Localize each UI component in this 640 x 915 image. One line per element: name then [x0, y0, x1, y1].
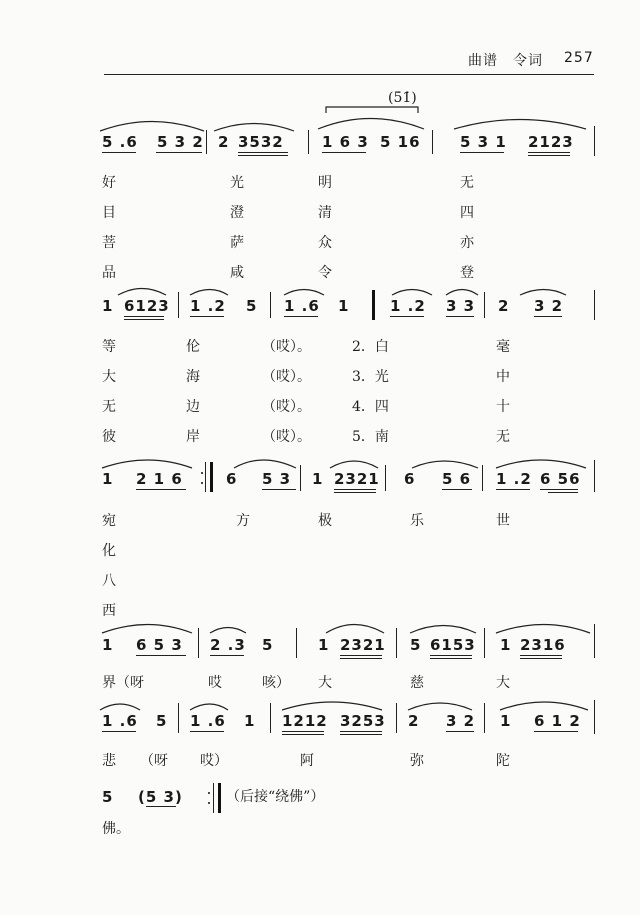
lyric: 菩 — [102, 235, 116, 251]
lyric: （哎）。 — [262, 429, 311, 445]
note-group: 6 1 2 — [534, 712, 581, 730]
lyric: 四 — [460, 205, 474, 221]
note-group: 5 — [156, 712, 168, 730]
note-group: 3532 — [238, 133, 284, 151]
note-group: 6 — [404, 470, 416, 488]
lyric: 彼 — [102, 429, 116, 445]
lyric: 无 — [460, 175, 474, 191]
lyric: （哎）。 — [262, 369, 311, 385]
lyric: 伦 — [186, 339, 200, 355]
lyric: （呀 — [140, 753, 168, 769]
lyric: 世 — [496, 513, 510, 529]
note-group: 3253 — [340, 712, 386, 730]
lyric: 明 — [318, 175, 332, 191]
lyric: 大 — [318, 675, 332, 691]
note-group: 5 3 1 — [460, 133, 507, 151]
lyric: （哎）。 — [262, 339, 311, 355]
note-group: 1 .2 — [496, 470, 532, 488]
note-group: 6 5 3 — [136, 636, 183, 654]
lyric: （哎）。 — [262, 399, 311, 415]
lyric: 目 — [102, 205, 116, 221]
lyric: 佛。 — [102, 821, 130, 837]
note-group: 5 3 2 — [157, 133, 204, 151]
lyric: 亦 — [460, 235, 474, 251]
note-group: 1 — [102, 470, 114, 488]
note-group: 1 — [318, 636, 330, 654]
lyric: 等 — [102, 339, 116, 355]
note-group: 6 56 — [540, 470, 581, 488]
lyric: 令 — [318, 265, 332, 281]
note-group: 6153 — [430, 636, 476, 654]
note-group: 6123 — [124, 297, 170, 315]
running-header: 曲谱 令词 — [468, 53, 543, 69]
note-group: 2 — [408, 712, 420, 730]
lyric: 西 — [102, 603, 116, 619]
note-group: 2316 — [520, 636, 566, 654]
note-group: 6 — [226, 470, 238, 488]
note-group: 2 — [218, 133, 230, 151]
note-group: 2123 — [528, 133, 574, 151]
lyric: 清 — [318, 205, 332, 221]
lyric: 界（呀 — [102, 675, 144, 691]
lyric: 岸 — [186, 429, 200, 445]
note-group: 1 .2 — [190, 297, 226, 315]
note-group: 5 — [262, 636, 274, 654]
note-group: 1 .6 — [190, 712, 226, 730]
note-group: 5 — [410, 636, 422, 654]
lyric: 阿 — [300, 753, 314, 769]
note-group: (5 3) — [138, 788, 183, 806]
note-group: 1 .2 — [390, 297, 426, 315]
note-group: 5 — [246, 297, 258, 315]
note-group: 1 .6 — [284, 297, 320, 315]
note-group: 5 3 — [262, 470, 292, 488]
note-group: 1 — [244, 712, 256, 730]
lyric: 宛 — [102, 513, 116, 529]
lyric: 化 — [102, 543, 116, 559]
lyric: 哎 — [208, 675, 222, 691]
lyric: 无 — [496, 429, 510, 445]
lyric: 3．光 — [352, 369, 389, 385]
note-group: 2321 — [340, 636, 386, 654]
note-group: 3 3 — [446, 297, 476, 315]
note-group: 5 16 — [380, 133, 421, 151]
lyric: 弥 — [410, 753, 424, 769]
lyric: 极 — [318, 513, 332, 529]
lyric: 十 — [496, 399, 510, 415]
lyric: 边 — [186, 399, 200, 415]
note-group: 1 — [338, 297, 350, 315]
note-group: 1212 — [282, 712, 328, 730]
note-group: 5 .6 — [102, 133, 138, 151]
note-group: 1 — [102, 297, 114, 315]
lyric: 4．四 — [352, 399, 389, 415]
note-group: 3 2 — [446, 712, 476, 730]
note-group: 2 — [498, 297, 510, 315]
lyric: 八 — [102, 573, 116, 589]
lyric: 陀 — [496, 753, 510, 769]
lyric: 5．南 — [352, 429, 389, 445]
note-group: 2 1 6 — [136, 470, 183, 488]
lyric: 方 — [236, 513, 250, 529]
lyric: 众 — [318, 235, 332, 251]
note-group: 1 — [312, 470, 324, 488]
lyric: 慈 — [410, 675, 424, 691]
note-group: 5 — [102, 788, 114, 806]
note-group: 1 .6 — [102, 712, 138, 730]
lyric: 毫 — [496, 339, 510, 355]
note-group: 2 .3 — [210, 636, 246, 654]
note-group: 1 — [102, 636, 114, 654]
note-group: 1 — [500, 712, 512, 730]
note-group: 1 6 3 — [322, 133, 369, 151]
lyric: 海 — [186, 369, 200, 385]
lyric: 咸 — [230, 265, 244, 281]
lyric: 好 — [102, 175, 116, 191]
lyric: 乐 — [410, 513, 424, 529]
continuation-note: （后接“绕佛”） — [226, 789, 325, 805]
lyric: 无 — [102, 399, 116, 415]
note-group: 5 6 — [442, 470, 472, 488]
lyric: 光 — [230, 175, 244, 191]
page-number: 257 — [564, 50, 594, 66]
lyric: 中 — [496, 369, 510, 385]
annotation: (5̇1̇) — [388, 90, 417, 106]
lyric: 萨 — [230, 235, 244, 251]
note-group: 1 — [500, 636, 512, 654]
lyric: 2．白 — [352, 339, 389, 355]
lyric: 大 — [102, 369, 116, 385]
note-group: 3 2 — [534, 297, 564, 315]
lyric: 品 — [102, 265, 116, 281]
lyric: 咳） — [262, 675, 290, 691]
lyric: 悲 — [102, 753, 116, 769]
lyric: 哎） — [200, 753, 228, 769]
lyric: 澄 — [230, 205, 244, 221]
lyric: 大 — [496, 675, 510, 691]
lyric: 登 — [460, 265, 474, 281]
note-group: 2321 — [334, 470, 380, 488]
